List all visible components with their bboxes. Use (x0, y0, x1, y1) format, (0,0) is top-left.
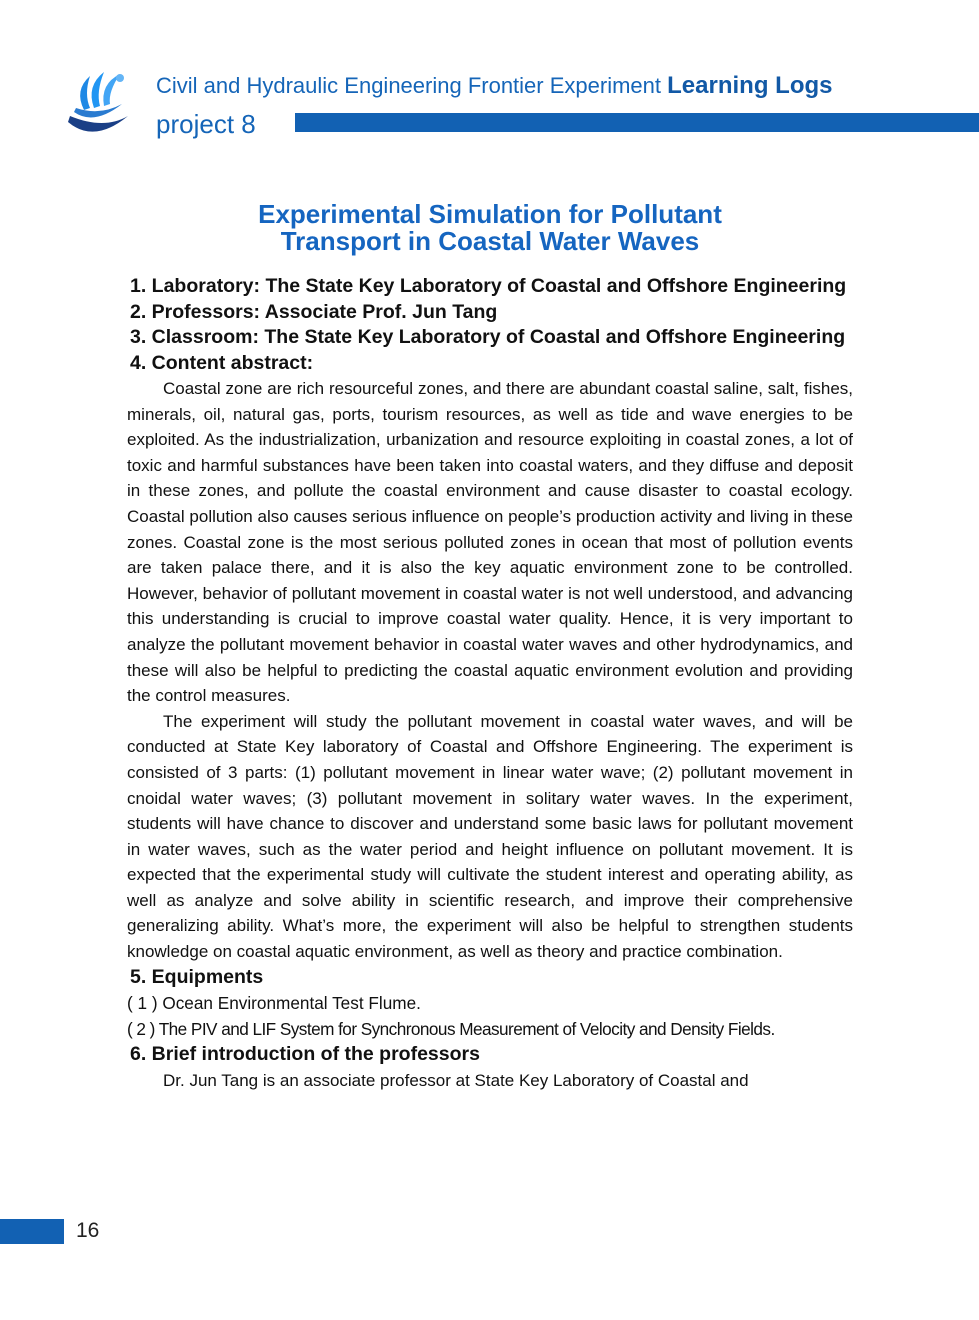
item-brief-heading: 6. Brief introduction of the professors (130, 1043, 480, 1066)
item-laboratory: 1. Laboratory: The State Key Laboratory of Coastal and Offshore Engineering (130, 275, 847, 297)
project-label: project 8 (156, 109, 256, 139)
header-series-title (156, 72, 832, 100)
footer-bar (0, 1219, 64, 1244)
title-line-1: Experimental Simulation for Pollutant (258, 199, 722, 229)
item-equipments-heading: 5. Equipments (130, 965, 264, 988)
header-bar (295, 113, 979, 132)
title-line-2: Transport in Coastal Water Waves (280, 226, 700, 256)
brief-intro-text: Dr. Jun Tang is an associate professor at State Key Laboratory of Coastal and (163, 1070, 749, 1090)
item-professors: 2. Professors: Associate Prof. Jun Tang (130, 300, 498, 323)
main-content (127, 274, 853, 1094)
series-title-text: Civil and Hydraulic Engineering Frontier Experiment (156, 73, 662, 98)
page-title (160, 201, 820, 255)
page-number: 16 (76, 1219, 100, 1242)
item-classroom: 3. Classroom: The State Key Laboratory of Coastal and Offshore Engineering (130, 326, 846, 348)
abstract-paragraph-2: The experiment will study the pollutant movement in coastal water waves, and will be conducted at State Key laboratory of Coastal and Offshore Engineering. The experiment is consisted of 3 parts: (1) pollutant movement in linear water wave; (2) pollutant movement in cnoidal water waves; (3) pollutant movement in solitary water waves. In the experiment, students will have chance to discover and understand some basic laws for pollutant movement in water waves, such as the water period and height influence on pollutant movement. It is expected that the experimental study will cultivate the student interest and operating ability, as well as analyze and solve ability in scientific research, and improve their comprehensive generalizing ability. What’s more, the experiment will also be helpful to strengthen students knowledge on coastal aquatic environment, as well as theory and practice combination. (127, 711, 853, 962)
equipment-item-2: ( 2 ) The PIV and LIF System for Synchronous Measurement of Velocity and Density Fields. (127, 1019, 775, 1040)
item-abstract-heading: 4. Content abstract: (130, 351, 314, 374)
series-title-bold: Learning Logs (667, 72, 833, 99)
equipment-item-1: ( 1 ) Ocean Environmental Test Flume. (127, 993, 421, 1014)
wave-logo-icon (64, 64, 132, 142)
abstract-paragraph-1: Coastal zone are rich resourceful zones, and there are abundant coastal saline, salt, fishes, minerals, oil, natural gas, ports, tourism resources, as well as tide and wave energies to be exploited. As the industrialization, urbanization and resource exploiting in coastal zones, a lot of toxic and harmful substances have been taken into coastal waters, and they diffuse and deposit in these zones, and pollute the coastal environment and cause disaster to coastal ecology. Coastal pollution also causes serious influence on people’s production activity and living in these zones. Coastal zone is the most serious polluted zones in ocean that most of pollution events are taken palace there, and it is also the key aquatic environment zone to be controlled. However, behavior of pollutant movement in coastal water is not well understood, and advancing this understanding is crucial to improve coastal water quality. Hence, it is very important to analyze the pollutant movement behavior in coastal water waves and other hydrodynamics, and these will also be helpful to predicting the coastal aquatic environment evolution and providing the control measures. (127, 379, 853, 706)
